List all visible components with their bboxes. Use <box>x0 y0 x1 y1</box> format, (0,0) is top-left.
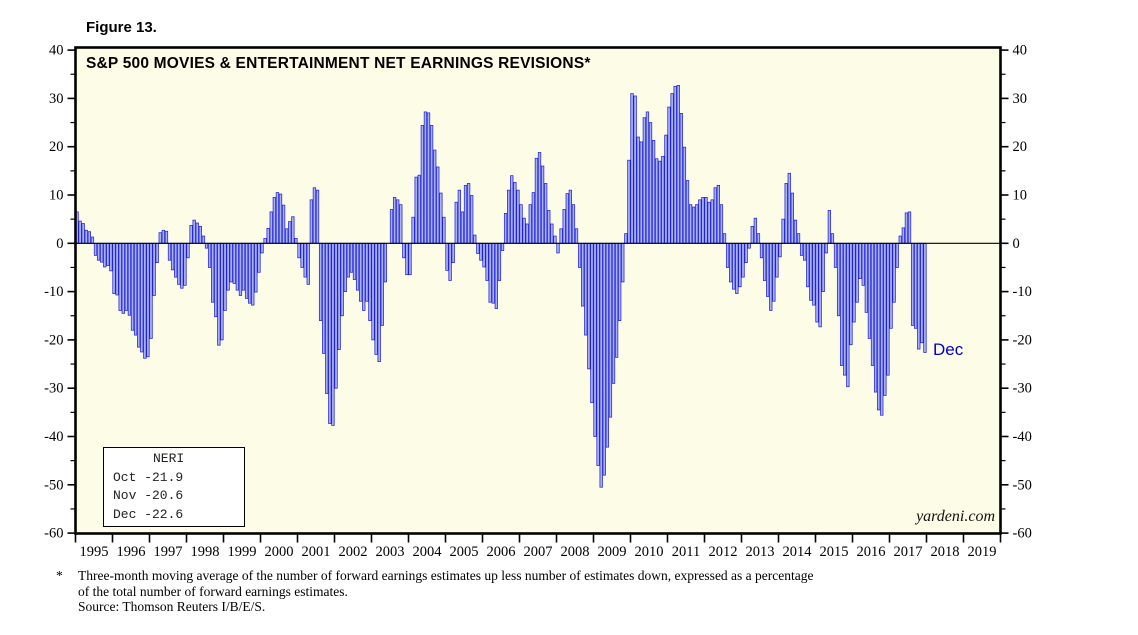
svg-text:0: 0 <box>1012 235 1020 252</box>
legend-row-nov: Nov -20.6 <box>113 488 184 503</box>
svg-text:2008: 2008 <box>560 544 590 560</box>
svg-text:2006: 2006 <box>486 544 516 560</box>
svg-text:-50: -50 <box>1012 477 1032 494</box>
legend-row-dec: Dec -22.6 <box>113 506 184 522</box>
svg-text:10: 10 <box>49 187 64 204</box>
svg-text:1999: 1999 <box>227 544 257 560</box>
svg-text:2007: 2007 <box>523 544 553 560</box>
footnote-asterisk: * <box>56 568 63 583</box>
svg-text:2002: 2002 <box>338 544 368 560</box>
svg-text:-10: -10 <box>1012 284 1032 301</box>
svg-text:2015: 2015 <box>819 544 849 560</box>
figure-number-label: Figure 13. <box>86 19 157 36</box>
svg-text:2004: 2004 <box>412 544 442 560</box>
svg-text:-40: -40 <box>1012 429 1032 445</box>
footnote-line-1: Three-month moving average of the number of forward earnings estimates up less number of estimates down, expressed as a percentage <box>78 568 814 583</box>
svg-text:-20: -20 <box>1012 332 1032 349</box>
svg-text:2011: 2011 <box>671 544 701 560</box>
footnote <box>56 568 936 615</box>
svg-text:2000: 2000 <box>264 544 294 560</box>
yardeni-watermark: yardeni.com <box>916 508 995 525</box>
legend-header: NERI <box>153 451 185 466</box>
footnote-line-3: Source: Thomson Reuters I/B/E/S. <box>78 599 266 614</box>
neri-legend-box <box>103 447 245 527</box>
svg-text:2009: 2009 <box>597 544 627 560</box>
svg-text:-60: -60 <box>1012 525 1032 542</box>
svg-text:10: 10 <box>1012 187 1027 204</box>
svg-text:2010: 2010 <box>634 544 664 560</box>
svg-text:-30: -30 <box>1012 380 1032 397</box>
svg-text:2017: 2017 <box>893 544 923 560</box>
svg-text:40: 40 <box>49 42 64 59</box>
svg-text:2001: 2001 <box>301 544 331 560</box>
svg-text:1996: 1996 <box>116 544 146 560</box>
svg-text:-30: -30 <box>44 380 64 397</box>
svg-text:20: 20 <box>1012 139 1027 156</box>
footnote-line-2: of the total number of forward earnings estimates. <box>78 583 348 599</box>
svg-text:-50: -50 <box>44 477 64 494</box>
svg-text:30: 30 <box>1012 90 1027 107</box>
svg-text:0: 0 <box>56 235 64 252</box>
svg-text:2012: 2012 <box>708 544 738 560</box>
chart-title: S&P 500 MOVIES & ENTERTAINMENT NET EARNINGS REVISIONS* <box>86 55 591 72</box>
svg-text:2014: 2014 <box>782 544 812 560</box>
svg-text:1998: 1998 <box>190 544 220 560</box>
svg-text:1997: 1997 <box>153 544 183 560</box>
svg-text:-20: -20 <box>44 332 64 349</box>
svg-text:2018: 2018 <box>930 544 960 560</box>
latest-point-dec-label: Dec <box>933 340 964 359</box>
svg-text:-40: -40 <box>44 429 64 445</box>
legend-row-oct: Oct -21.9 <box>113 469 184 485</box>
svg-text:-10: -10 <box>44 284 64 301</box>
svg-text:30: 30 <box>49 90 64 107</box>
svg-text:2013: 2013 <box>745 544 775 560</box>
footnote-text <box>78 568 814 615</box>
svg-text:2003: 2003 <box>375 544 405 560</box>
svg-text:-60: -60 <box>44 525 64 542</box>
svg-text:40: 40 <box>1012 42 1027 59</box>
svg-text:2019: 2019 <box>967 544 997 560</box>
svg-text:2016: 2016 <box>856 544 886 560</box>
svg-text:1995: 1995 <box>79 544 109 560</box>
svg-text:20: 20 <box>49 139 64 156</box>
svg-text:2005: 2005 <box>449 544 479 560</box>
